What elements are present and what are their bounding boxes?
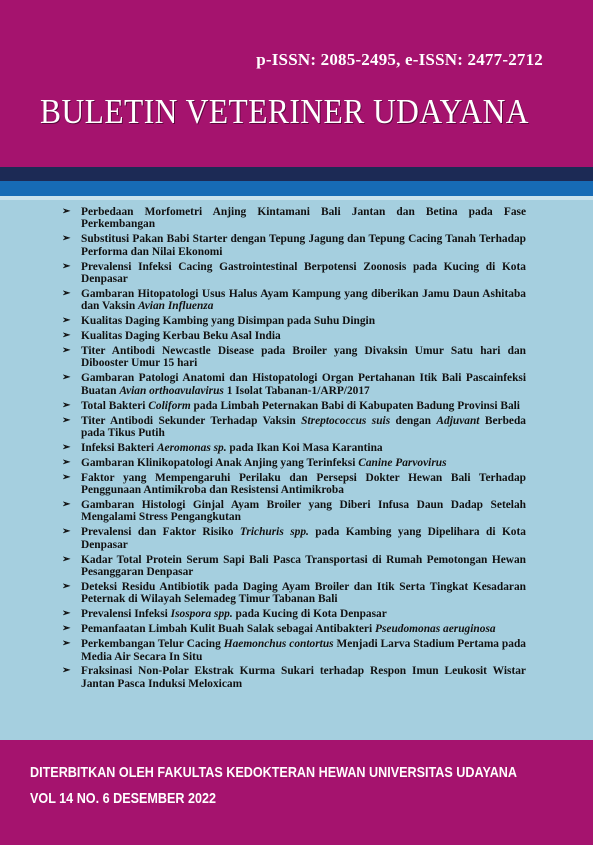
article-title-text: Gambaran Histologi Ginjal Ayam Broiler yang Diberi Infusa Daun Dadap Setelah Mengalami Stress Pengangkutan (81, 499, 526, 524)
article-title (81, 623, 496, 635)
arrow-bullet-icon: ➢ (62, 638, 71, 650)
article-item (62, 472, 526, 497)
article-title-text: Faktor yang Mempengaruhi Perilaku dan Persepsi Dokter Hewan Bali Terhadap Penggunaan Antimikroba dan Resistensi Antimikroba (81, 471, 526, 497)
article-title-text: pada Limbah Peternakan Babi di Kabupaten Badung Provinsi Bali (190, 399, 520, 412)
article-title-italic: Haemonchus contortus (223, 638, 334, 651)
article-title-text: Gambaran Klinikopatologi Anak Anjing yang Terinfeksi (81, 456, 359, 469)
article-title (81, 638, 526, 662)
article-item (62, 442, 526, 454)
article-title (81, 554, 526, 578)
article-title-text: Total Bakteri (81, 399, 149, 412)
article-item (62, 206, 526, 231)
article-title-text: Prevalensi Infeksi (81, 608, 171, 621)
arrow-bullet-icon: ➢ (62, 330, 71, 342)
article-title-text: Gambaran Hitopatologi Usus Halus Ayam Kampung yang diberikan Jamu Daun Ashitaba dan Vaksin (81, 287, 526, 313)
arrow-bullet-icon: ➢ (62, 608, 71, 620)
article-item (62, 623, 526, 635)
article-list (62, 206, 526, 693)
article-title-italic: Pseudomonas aeruginosa (375, 623, 496, 636)
article-title-italic: Aeromonas sp. (156, 441, 227, 454)
header-band (0, 0, 593, 167)
arrow-bullet-icon: ➢ (62, 553, 71, 565)
article-title-text: Titer Antibodi Newcastle Disease pada Broiler yang Divaksin Umur Satu hari dan Dibooster Umur 15 hari (81, 345, 526, 370)
publisher-text: DITERBITKAN OLEH FAKULTAS KEDOKTERAN HEWAN UNIVERSITAS UDAYANA (30, 764, 517, 781)
article-title-text: Berbeda pada Tikus Putih (81, 414, 526, 439)
article-item (62, 345, 526, 370)
article-title-text: Pemanfaatan Limbah Kulit Buah Salak sebagai Antibakteri (81, 623, 375, 636)
article-title-text: Perbedaan Morfometri Anjing Kintamani Bali Jantan dan Betina pada Fase Perkembangan (81, 206, 526, 231)
arrow-bullet-icon: ➢ (62, 499, 71, 511)
arrow-bullet-icon: ➢ (62, 372, 71, 384)
arrow-bullet-icon: ➢ (62, 623, 71, 635)
article-item (62, 608, 526, 620)
article-title-text: Substitusi Pakan Babi Starter dengan Tepung Jagung dan Tepung Cacing Tanah Terhadap Performa dan Nilai Ekonomi (81, 233, 526, 258)
volume-text: VOL 14 NO. 6 DESEMBER 2022 (30, 790, 217, 807)
article-title-italic: Isospora spp. (170, 608, 233, 621)
article-title (81, 608, 387, 620)
blue-stripe (0, 181, 593, 196)
article-title-text: Fraksinasi Non-Polar Ekstrak Kurma Sukari terhadap Respon Imun Leukosit Wistar Jantan Pasca Induksi Meloxicam (81, 665, 526, 690)
article-title-italic: Avian orthoavulavirus (119, 384, 224, 397)
article-title-text: Perkembangan Telur Cacing (81, 638, 224, 651)
article-title-text: 1 Isolat Tabanan-1/ARP/2017 (223, 384, 370, 397)
article-title (81, 400, 520, 412)
article-item (62, 315, 526, 327)
article-item (62, 526, 526, 551)
arrow-bullet-icon: ➢ (62, 260, 71, 272)
article-title-text: dengan (390, 414, 437, 427)
arrow-bullet-icon: ➢ (62, 414, 71, 426)
article-title (81, 261, 526, 285)
article-title-text: Gambaran Patologi Anatomi dan Histopatologi Organ Pertahanan Itik Bali Pascainfeksi Buatan (81, 372, 526, 397)
arrow-bullet-icon: ➢ (62, 456, 71, 468)
article-title (81, 526, 526, 550)
journal-title: BULETIN VETERINER UDAYANA (40, 92, 529, 131)
article-item (62, 400, 526, 412)
article-title (81, 457, 447, 469)
article-title-text: Kualitas Daging Kambing yang Disimpan pada Suhu Dingin (81, 315, 376, 328)
article-title-text: Kadar Total Protein Serum Sapi Bali Pasca Transportasi di Rumah Pemotongan Hewan Pesanggaran Denpasar (81, 553, 526, 579)
article-title (81, 345, 526, 369)
article-title-italic: Trichuris spp. (239, 526, 309, 539)
article-title (81, 315, 375, 327)
article-title (81, 233, 526, 257)
article-title-text: pada Kambing yang Dipelihara di Kota Denpasar (81, 526, 526, 551)
arrow-bullet-icon: ➢ (62, 206, 71, 217)
article-title-text: pada Kucing di Kota Denpasar (232, 608, 387, 621)
article-item (62, 581, 526, 606)
article-item (62, 288, 526, 313)
article-title-italic: Adjuvant (436, 414, 480, 427)
article-title-text: Titer Antibodi Sekunder Terhadap Vaksin (81, 414, 302, 427)
article-item (62, 330, 526, 342)
article-item (62, 261, 526, 286)
article-title-text: Kualitas Daging Kerbau Beku Asal India (81, 330, 281, 343)
article-title (81, 581, 526, 605)
article-title (81, 330, 281, 342)
article-item (62, 415, 526, 440)
article-title (81, 665, 526, 689)
arrow-bullet-icon: ➢ (62, 526, 71, 538)
arrow-bullet-icon: ➢ (62, 665, 71, 677)
article-item (62, 665, 526, 690)
article-title-italic: Coliform (148, 399, 191, 412)
arrow-bullet-icon: ➢ (62, 399, 71, 411)
article-item (62, 554, 526, 579)
article-title-italic: Avian Influenza (138, 300, 214, 313)
navy-stripe (0, 167, 593, 181)
article-title-text: Prevalensi Infeksi Cacing Gastrointestinal Berpotensi Zoonosis pada Kucing di Kota Denpasar (81, 260, 526, 286)
arrow-bullet-icon: ➢ (62, 345, 71, 357)
arrow-bullet-icon: ➢ (62, 471, 71, 483)
article-title (81, 288, 526, 312)
article-title-text: Prevalensi dan Faktor Risiko (81, 526, 240, 539)
article-title-text: Deteksi Residu Antibiotik pada Daging Ayam Broiler dan Itik Serta Tingkat Kesadaran Peternak di Wilayah Selemadeg Timur Tabanan Bali (81, 580, 526, 606)
article-title (81, 499, 526, 523)
arrow-bullet-icon: ➢ (62, 580, 71, 592)
article-title (81, 415, 526, 439)
article-item (62, 372, 526, 397)
article-title (81, 442, 383, 454)
arrow-bullet-icon: ➢ (62, 315, 71, 327)
arrow-bullet-icon: ➢ (62, 441, 71, 453)
issn-text: p-ISSN: 2085-2495, e-ISSN: 2477-2712 (256, 50, 543, 69)
article-item (62, 499, 526, 524)
article-title-text: Menjadi Larva Stadium Pertama pada Media Air Secara In Situ (81, 638, 526, 663)
article-title-text: Infeksi Bakteri (81, 441, 157, 454)
arrow-bullet-icon: ➢ (62, 287, 71, 299)
article-item (62, 638, 526, 663)
arrow-bullet-icon: ➢ (62, 233, 71, 245)
article-title (81, 372, 526, 396)
article-title-italic: Streptococcus suis (301, 414, 391, 427)
article-title (81, 206, 526, 230)
article-item (62, 233, 526, 258)
article-item (62, 457, 526, 469)
article-title-text: pada Ikan Koi Masa Karantina (226, 441, 383, 454)
article-title (81, 472, 526, 496)
article-title-italic: Canine Parvovirus (358, 456, 447, 469)
